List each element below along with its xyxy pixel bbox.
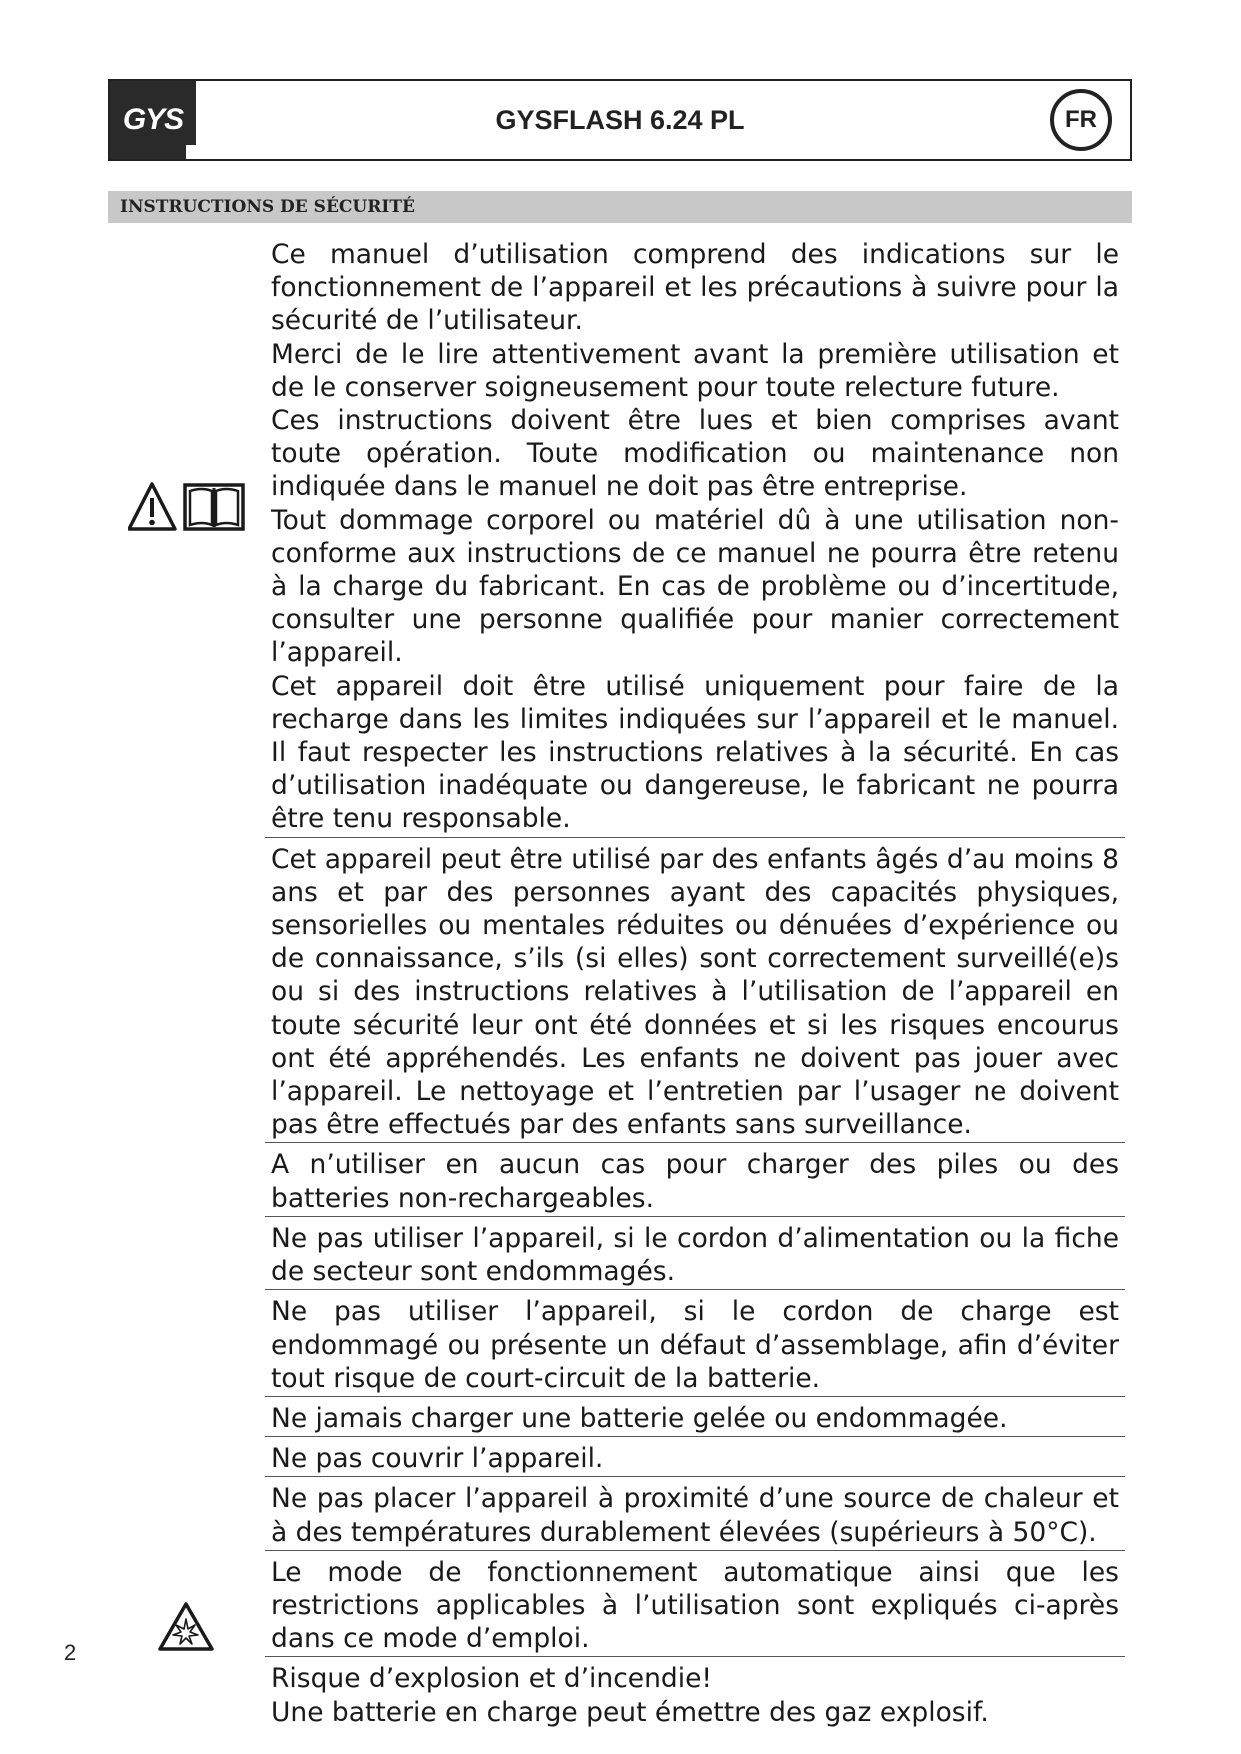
- safety-block: [265, 1551, 1125, 1658]
- paragraph: Cet appareil doit être utilisé uniquement pour faire de la recharge dans les limites indiquées sur l’appareil et le manuel. Il faut respecter les instructions relatives à la sécurité. En cas d’utilisation inadéquate ou dangereuse, le fabricant ne pourra être tenu responsable.: [271, 670, 1119, 835]
- paragraph: A n’utiliser en aucun cas pour charger des piles ou des batteries non-rechargeables.: [271, 1149, 1119, 1214]
- safety-block: [265, 1143, 1125, 1216]
- language-badge: FR: [1050, 89, 1112, 151]
- safety-block: [265, 1290, 1125, 1397]
- section-title: INSTRUCTIONS DE SÉCURITÉ: [108, 191, 1132, 223]
- safety-block: [265, 1657, 1125, 1729]
- paragraph: Risque d’explosion et d’incendie!: [271, 1663, 712, 1695]
- paragraph: Ne pas utiliser l’appareil, si le cordon d’alimentation ou la fiche de secteur sont endommagés.: [271, 1222, 1119, 1288]
- safety-block: [265, 1477, 1125, 1550]
- paragraph: Une batterie en charge peut émettre des gaz explosif.: [271, 1696, 989, 1728]
- paragraph: Ne jamais charger une batterie gelée ou endommagée.: [271, 1402, 1008, 1434]
- paragraph: Ne pas placer l’appareil à proximité d’une source de chaleur et à des températures durablement élevées (supérieurs à 50°C).: [271, 1483, 1119, 1548]
- explosion-hazard-icon: [157, 1601, 215, 1653]
- paragraph: Ce manuel d’utilisation comprend des indications sur le fonctionnement de l’appareil et les précautions à suivre pour la sécurité de l’utilisateur.: [271, 239, 1119, 337]
- paragraph: Ne pas utiliser l’appareil, si le cordon de charge est endommagé ou présente un défaut d’assemblage, afin d’éviter tout risque de court-circuit de la batterie.: [271, 1296, 1119, 1394]
- gys-logo: GYS: [110, 81, 196, 159]
- safety-block: [265, 838, 1125, 1144]
- warning-triangle-icon: [129, 484, 175, 529]
- safety-content: [265, 238, 1125, 1730]
- paragraph: Merci de le lire attentivement avant la première utilisation et de le conserver soigneusement pour toute relecture future.: [271, 338, 1119, 403]
- safety-block: [265, 238, 1125, 838]
- safety-block: [265, 1437, 1125, 1477]
- page-number: 2: [64, 1640, 77, 1665]
- paragraph: Ne pas couvrir l’appareil.: [271, 1443, 604, 1475]
- product-title: GYSFLASH 6.24 PL: [495, 104, 745, 135]
- open-book-icon: [185, 485, 243, 529]
- safety-icons: [128, 481, 248, 533]
- paragraph: Cet appareil peut être utilisé par des enfants âgés d’au moins 8 ans et par des personnes ayant des capacités physiques, sensorielles ou mentales réduites ou dénuées d’expérience ou de connaissance, s’ils (si elles) sont correctement surveillé(e)s ou si des instructions relatives à l’utilisation de l’appareil en toute sécurité leur ont été données et si les risques encourus ont été appréhendés. Les enfants ne doivent pas jouer avec l’appareil. Le nettoyage et l’entretien par l’usager ne doivent pas être effectués par des enfants sans surveillance.: [271, 843, 1119, 1141]
- paragraph: Le mode de fonctionnement automatique ainsi que les restrictions applicables à l’utilisation sont expliqués ci-après dans ce mode d’emploi.: [271, 1556, 1119, 1655]
- page-header: [108, 79, 1132, 161]
- paragraph: Ces instructions doivent être lues et bien comprises avant toute opération. Toute modification ou maintenance non indiquée dans le manuel ne doit pas être entreprise.: [271, 405, 1119, 503]
- paragraph: Tout dommage corporel ou matériel dû à une utilisation non-conforme aux instructions de ce manuel ne pourra être retenu à la charge du fabricant. En cas de problème ou d’incertitude, consulter une personne qualifiée pour manier correctement l’appareil.: [271, 504, 1119, 669]
- safety-block: [265, 1217, 1125, 1290]
- safety-block: [265, 1397, 1125, 1437]
